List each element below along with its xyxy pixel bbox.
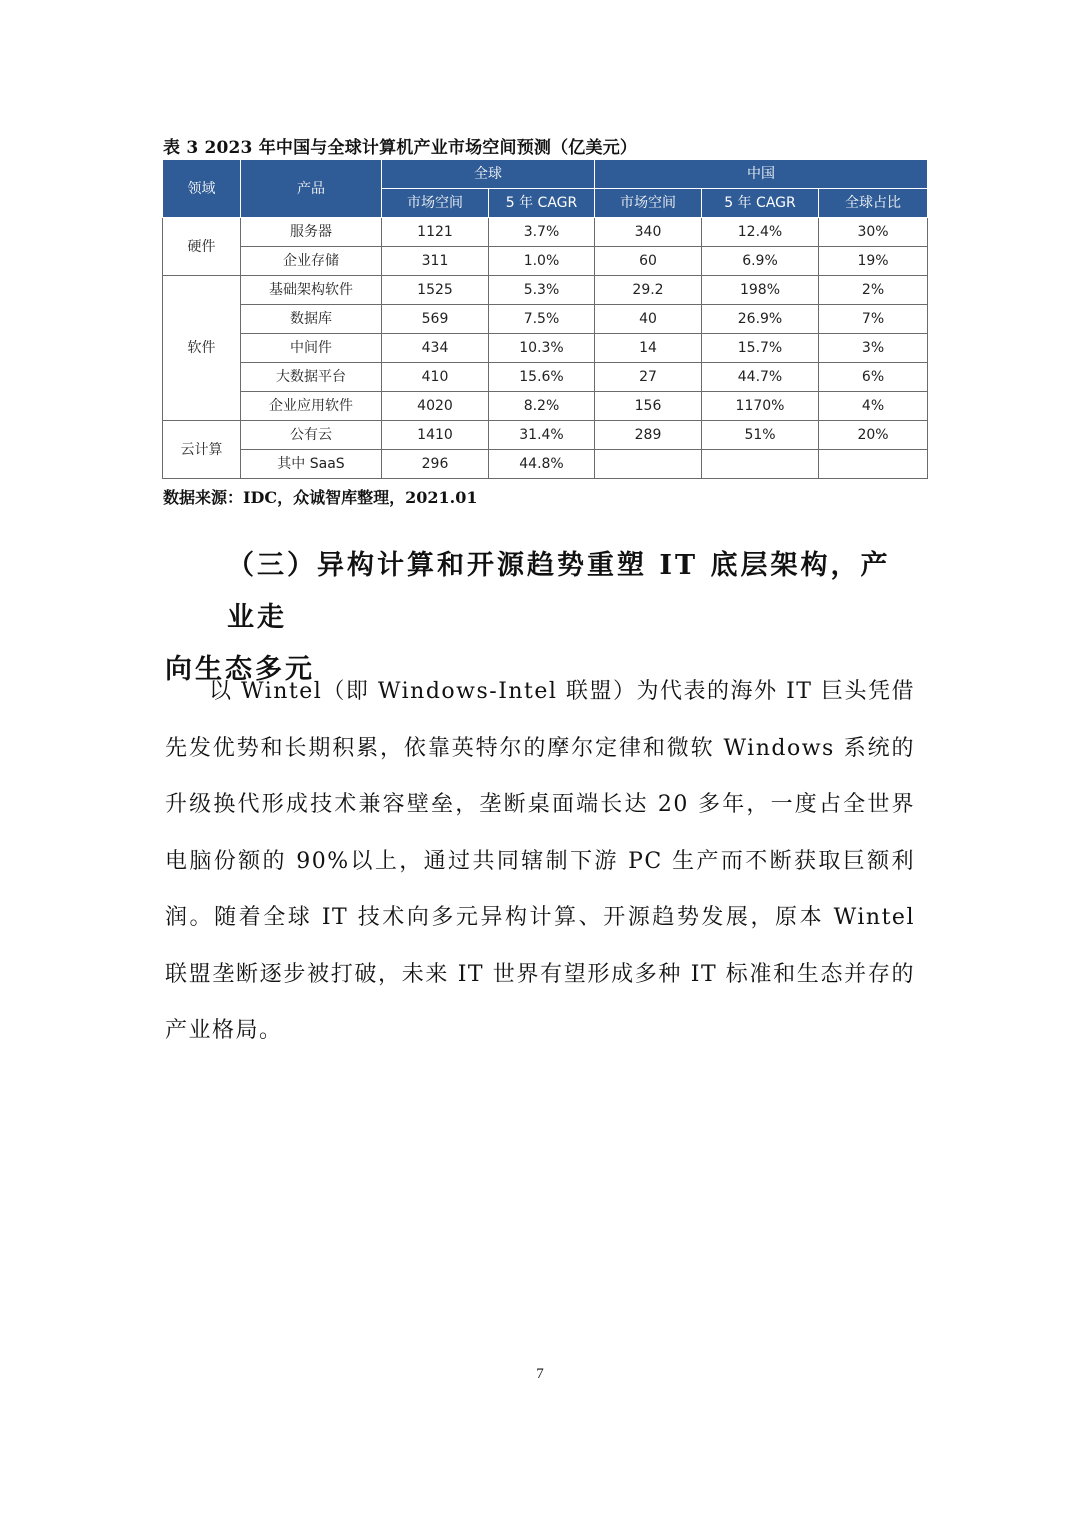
cell-g-cagr: 7.5% bbox=[489, 305, 595, 334]
cell-c-market: 156 bbox=[595, 392, 702, 421]
header-domain: 领域 bbox=[163, 160, 241, 218]
cell-c-share: 19% bbox=[819, 247, 928, 276]
section-heading-line-2: 向生态多元 bbox=[165, 654, 315, 685]
cell-c-share: 2% bbox=[819, 276, 928, 305]
table-row bbox=[163, 247, 928, 276]
cell-product: 企业应用软件 bbox=[241, 392, 382, 421]
cell-c-share: 30% bbox=[819, 218, 928, 247]
cell-product: 其中 SaaS bbox=[241, 450, 382, 479]
table-row bbox=[163, 276, 928, 305]
cell-g-cagr: 15.6% bbox=[489, 363, 595, 392]
header-china: 中国 bbox=[595, 160, 928, 189]
table-caption: 表 3 2023 年中国与全球计算机产业市场空间预测（亿美元） bbox=[163, 138, 638, 158]
cell-g-cagr: 8.2% bbox=[489, 392, 595, 421]
cell-c-market: 289 bbox=[595, 421, 702, 450]
header-china-share: 全球占比 bbox=[819, 189, 928, 218]
cell-product: 企业存储 bbox=[241, 247, 382, 276]
cell-c-cagr: 15.7% bbox=[702, 334, 819, 363]
table-row bbox=[163, 392, 928, 421]
header-china-market: 市场空间 bbox=[595, 189, 702, 218]
cell-product: 公有云 bbox=[241, 421, 382, 450]
table-body bbox=[163, 218, 928, 479]
cell-c-market: 29.2 bbox=[595, 276, 702, 305]
cell-g-cagr: 5.3% bbox=[489, 276, 595, 305]
cell-c-share: 4% bbox=[819, 392, 928, 421]
table-row bbox=[163, 218, 928, 247]
cell-g-cagr: 10.3% bbox=[489, 334, 595, 363]
body-paragraph-text: 以 Wintel（即 Windows-Intel 联盟）为代表的海外 IT 巨头凭借先发优势和长期积累，依靠英特尔的摩尔定律和微软 Windows 系统的升级换代形成技术兼容壁垒，垄断桌面端长达 20 多年，一度占全世界电脑份额的 90%以上，通过共同辖制下游 PC 生产而不断获取巨额利润。随着全球 IT 技术向多元异构计算、开源趋势发展，原本 Wintel 联盟垄断逐步被打破，未来 IT 世界有望形成多种 IT 标准和生态并存的产业格局。 bbox=[165, 679, 916, 1043]
cell-c-cagr: 51% bbox=[702, 421, 819, 450]
header-global: 全球 bbox=[382, 160, 595, 189]
cell-g-market: 1410 bbox=[382, 421, 489, 450]
cell-g-market: 1525 bbox=[382, 276, 489, 305]
cell-product: 数据库 bbox=[241, 305, 382, 334]
section-heading-line-1: （三）异构计算和开源趋势重塑 IT 底层架构，产业走 bbox=[227, 550, 891, 633]
cell-c-share: 7% bbox=[819, 305, 928, 334]
cell-c-market: 60 bbox=[595, 247, 702, 276]
cell-g-cagr: 44.8% bbox=[489, 450, 595, 479]
cell-g-cagr: 31.4% bbox=[489, 421, 595, 450]
cell-c-cagr: 26.9% bbox=[702, 305, 819, 334]
domain-cell: 云计算 bbox=[163, 421, 241, 479]
header-global-cagr: 5 年 CAGR bbox=[489, 189, 595, 218]
table-row bbox=[163, 305, 928, 334]
header-china-cagr: 5 年 CAGR bbox=[702, 189, 819, 218]
cell-product: 基础架构软件 bbox=[241, 276, 382, 305]
cell-g-market: 311 bbox=[382, 247, 489, 276]
cell-g-cagr: 1.0% bbox=[489, 247, 595, 276]
cell-c-cagr: 12.4% bbox=[702, 218, 819, 247]
cell-g-market: 296 bbox=[382, 450, 489, 479]
cell-c-share: 6% bbox=[819, 363, 928, 392]
cell-g-market: 434 bbox=[382, 334, 489, 363]
data-source-note: 数据来源：IDC，众诚智库整理，2021.01 bbox=[163, 488, 478, 507]
table-row bbox=[163, 450, 928, 479]
cell-c-share: 3% bbox=[819, 334, 928, 363]
cell-c-share: 20% bbox=[819, 421, 928, 450]
cell-c-cagr bbox=[702, 450, 819, 479]
table-row bbox=[163, 334, 928, 363]
table-row bbox=[163, 421, 928, 450]
cell-g-market: 410 bbox=[382, 363, 489, 392]
domain-cell: 硬件 bbox=[163, 218, 241, 276]
body-paragraph bbox=[165, 664, 915, 1060]
header-global-market: 市场空间 bbox=[382, 189, 489, 218]
cell-c-cagr: 198% bbox=[702, 276, 819, 305]
cell-g-market: 569 bbox=[382, 305, 489, 334]
cell-c-cagr: 6.9% bbox=[702, 247, 819, 276]
cell-c-market: 27 bbox=[595, 363, 702, 392]
cell-c-market: 14 bbox=[595, 334, 702, 363]
cell-product: 服务器 bbox=[241, 218, 382, 247]
cell-c-market: 40 bbox=[595, 305, 702, 334]
cell-c-market: 340 bbox=[595, 218, 702, 247]
cell-c-share bbox=[819, 450, 928, 479]
cell-product: 中间件 bbox=[241, 334, 382, 363]
cell-product: 大数据平台 bbox=[241, 363, 382, 392]
cell-g-market: 4020 bbox=[382, 392, 489, 421]
domain-cell: 软件 bbox=[163, 276, 241, 421]
page-number: 7 bbox=[536, 1366, 544, 1382]
table-row bbox=[163, 363, 928, 392]
cell-c-cagr: 1170% bbox=[702, 392, 819, 421]
cell-g-cagr: 3.7% bbox=[489, 218, 595, 247]
market-forecast-table bbox=[162, 159, 928, 479]
cell-g-market: 1121 bbox=[382, 218, 489, 247]
header-product: 产品 bbox=[241, 160, 382, 218]
cell-c-cagr: 44.7% bbox=[702, 363, 819, 392]
cell-c-market bbox=[595, 450, 702, 479]
